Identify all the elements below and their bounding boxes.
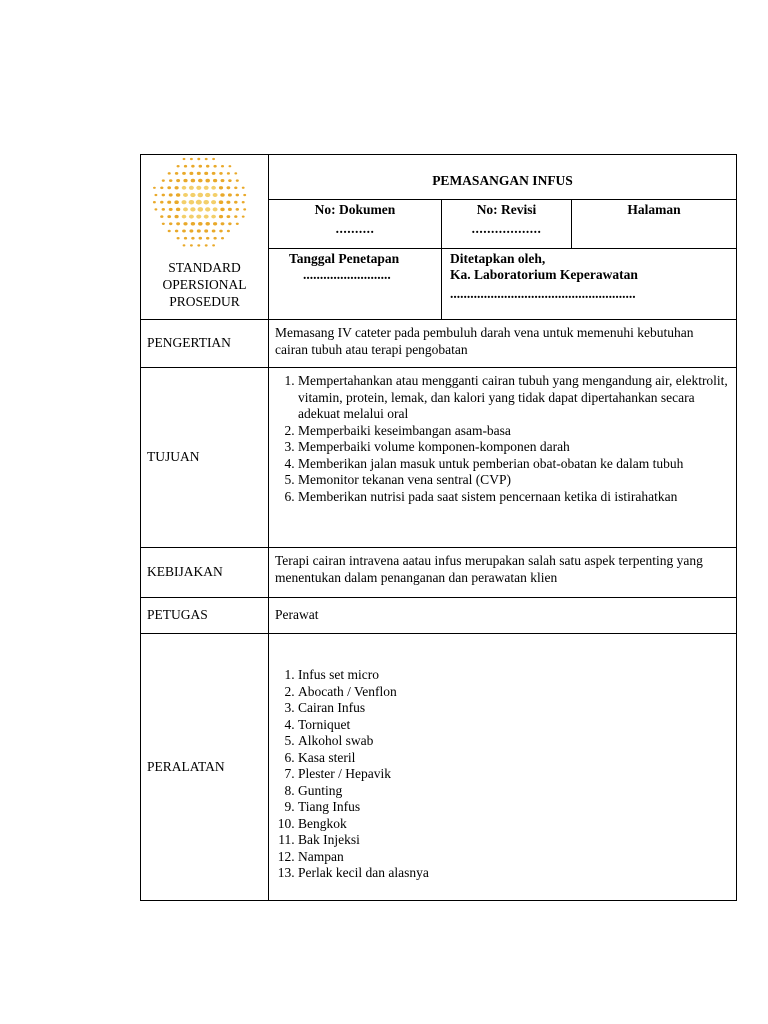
- logo-dot: [169, 179, 172, 182]
- logo-dot: [220, 193, 224, 197]
- logo-dot: [243, 208, 246, 210]
- logo-dot: [204, 172, 208, 175]
- logo-dot: [162, 179, 165, 181]
- logo-dot: [183, 207, 188, 211]
- sop-table: [140, 154, 737, 901]
- logo-dot: [199, 165, 202, 168]
- logo-dot: [191, 237, 194, 240]
- logo-dot: [229, 165, 232, 167]
- dotted-globe-logo-icon: [145, 156, 253, 248]
- logo-dot: [228, 179, 231, 182]
- logo-dot: [181, 200, 186, 204]
- ditetapkan-signature-dots: .......................................................: [450, 285, 636, 301]
- logo-dot: [212, 229, 216, 232]
- logo-dot: [182, 229, 186, 232]
- logo-dot: [174, 200, 178, 204]
- halaman-cell: [572, 200, 737, 248]
- logo-dot: [198, 207, 204, 211]
- logo-dot: [189, 186, 194, 190]
- peralatan-list: [275, 667, 728, 882]
- logo-dot: [162, 194, 165, 197]
- logo-dot: [227, 186, 231, 189]
- institution-logo: [141, 155, 268, 247]
- list-item: 6. Memberikan nutrisi pada saat sistem pencernaan ketika di istirahatkan: [298, 489, 728, 506]
- ditetapkan-line: Ditetapkan oleh,: [450, 250, 546, 266]
- logo-dot: [228, 208, 232, 211]
- no-dokumen-value: ..........: [335, 220, 375, 236]
- tujuan-list: [275, 373, 728, 505]
- logo-dot: [184, 237, 187, 240]
- logo-dot: [183, 244, 186, 246]
- logo-dot: [205, 222, 209, 226]
- list-item: 9. Tiang Infus: [298, 799, 728, 816]
- section-label-tujuan: TUJUAN: [141, 368, 269, 548]
- logo-dot: [212, 172, 216, 175]
- logo-dot: [205, 244, 208, 246]
- sop-label-line: PROSEDUR: [169, 294, 240, 309]
- section-content-tujuan: [269, 368, 737, 548]
- tanggal-penetapan-cell: [269, 248, 442, 319]
- document-title: PEMASANGAN INFUS: [432, 173, 573, 188]
- logo-dot: [160, 215, 163, 218]
- logo-dot: [190, 193, 195, 197]
- logo-dot: [199, 237, 202, 240]
- logo-dot: [153, 201, 156, 203]
- logo-dot: [182, 172, 186, 175]
- logo-dot: [176, 193, 180, 197]
- logo-dot: [154, 194, 157, 196]
- section-content-peralatan: [269, 634, 737, 901]
- list-item: 6. Kasa steril: [298, 750, 728, 767]
- logo-dot: [219, 230, 222, 233]
- logo-dot: [189, 172, 193, 175]
- logo-dot: [236, 223, 239, 225]
- logo-dot: [169, 193, 173, 196]
- logo-dot: [182, 186, 187, 190]
- logo-dot: [242, 215, 245, 217]
- list-item: 2. Memperbaiki keseimbangan asam-basa: [298, 423, 728, 440]
- list-item: 1. Infus set micro: [298, 667, 728, 684]
- logo-dot: [167, 186, 171, 189]
- logo-dot: [162, 208, 165, 211]
- logo-dot: [177, 237, 180, 239]
- list-item: 4. Memberikan jalan masuk untuk pemberian obat-obatan ke dalam tubuh: [298, 456, 728, 473]
- list-item: 2. Abocath / Venflon: [298, 684, 728, 701]
- section-label-peralatan: PERALATAN: [141, 634, 269, 901]
- logo-dot: [211, 186, 216, 190]
- logo-dot: [203, 200, 209, 205]
- logo-dot: [236, 208, 239, 211]
- sop-label-line: OPERSIONAL: [162, 277, 247, 292]
- document-title-cell: [269, 155, 737, 200]
- logo-dot: [196, 186, 201, 190]
- logo-dot: [183, 158, 186, 160]
- logo-dot: [169, 208, 173, 211]
- logo-dot: [227, 215, 231, 218]
- logo-dot: [191, 179, 195, 183]
- logo-dot: [219, 186, 223, 189]
- logo-dot: [219, 172, 222, 175]
- list-item: 3. Memperbaiki volume komponen-komponen darah: [298, 439, 728, 456]
- logo-dot: [205, 158, 208, 160]
- logo-dot: [221, 222, 225, 225]
- logo-dot: [205, 193, 210, 197]
- logo-dot: [191, 165, 194, 168]
- list-item: 1. Mempertahankan atau mengganti cairan tubuh yang mengandung air, elektrolit, vitamin, protein, lemak, dan kalori yang tidak dapat dipertahankan secara adekuat melalui oral: [298, 373, 728, 423]
- logo-dot: [196, 200, 202, 205]
- logo-dot: [176, 208, 180, 212]
- logo-dot: [212, 158, 215, 160]
- logo-dot: [189, 215, 194, 219]
- section-label-pengertian: PENGERTIAN: [141, 320, 269, 368]
- logo-dot: [160, 201, 163, 204]
- list-item: 5. Memonitor tekanan vena sentral (CVP): [298, 472, 728, 489]
- logo-dot: [190, 244, 193, 246]
- logo-dot: [243, 194, 246, 196]
- logo-dot: [160, 186, 163, 189]
- logo-dot: [198, 222, 203, 226]
- logo-dot: [191, 222, 195, 226]
- logo-dot: [213, 207, 218, 211]
- logo-dot: [242, 201, 245, 203]
- no-dokumen-label: No: Dokumen: [314, 202, 396, 218]
- no-revisi-value: ..................: [471, 220, 542, 236]
- logo-dot: [197, 229, 201, 232]
- logo-dot: [198, 179, 203, 183]
- logo-dot: [211, 200, 216, 204]
- logo-dot: [220, 208, 224, 212]
- logo-dot: [228, 222, 231, 225]
- sop-label: [141, 259, 268, 310]
- logo-dot: [206, 237, 209, 240]
- logo-dot: [176, 179, 180, 182]
- logo-dot: [213, 179, 217, 182]
- logo-dot: [184, 165, 187, 168]
- logo-dot: [226, 201, 230, 204]
- logo-dot: [196, 215, 201, 219]
- logo-dot: [227, 172, 230, 175]
- section-content-kebijakan: Terapi cairan intravena aatau infus merupakan salah satu aspek terpenting yang menentukan dalam penanganan dan perawatan klien: [269, 548, 737, 598]
- list-item: 7. Plester / Hepavik: [298, 766, 728, 783]
- logo-dot: [190, 207, 195, 211]
- logo-dot: [205, 179, 209, 183]
- logo-dot: [242, 187, 245, 189]
- list-item: 5. Alkohol swab: [298, 733, 728, 750]
- logo-dot: [228, 193, 232, 196]
- logo-dot: [183, 179, 187, 182]
- section-label-petugas: PETUGAS: [141, 598, 269, 634]
- section-content-petugas: Perawat: [269, 598, 737, 634]
- logo-dot: [213, 237, 216, 240]
- logo-dot: [227, 230, 230, 233]
- sop-label-line: STANDARD: [168, 260, 241, 275]
- logo-dot: [175, 215, 179, 218]
- logo-dot: [175, 230, 178, 233]
- logo-dot: [168, 172, 171, 175]
- logo-dot: [189, 200, 195, 204]
- list-item: 3. Cairan Infus: [298, 700, 728, 717]
- logo-dot: [221, 237, 224, 239]
- logo-dot: [204, 215, 209, 219]
- logo-dot: [206, 165, 209, 168]
- logo-dot: [197, 172, 201, 175]
- list-item: 8. Gunting: [298, 783, 728, 800]
- logo-dot: [204, 229, 208, 232]
- ditetapkan-line: Ka. Laboratorium Keperawatan: [450, 267, 638, 283]
- tanggal-penetapan-value: ..........................: [303, 267, 391, 283]
- section-label-kebijakan: KEBIJAKAN: [141, 548, 269, 598]
- section-content-pengertian: Memasang IV cateter pada pembuluh darah vena untuk memenuhi kebutuhan cairan tubuh atau terapi pengobatan: [269, 320, 737, 368]
- logo-dot: [175, 172, 178, 175]
- list-item: 4. Torniquet: [298, 717, 728, 734]
- logo-dot: [211, 215, 216, 219]
- logo-dot: [234, 186, 237, 189]
- logo-dot: [213, 193, 218, 197]
- logo-dot: [219, 215, 223, 218]
- logo-dot: [182, 215, 187, 219]
- logo-dot: [197, 244, 200, 246]
- logo-dot: [221, 165, 224, 167]
- logo-dot: [234, 172, 237, 174]
- logo-dot: [183, 193, 188, 197]
- logo-dot: [176, 222, 180, 225]
- list-item: 13. Perlak kecil dan alasnya: [298, 865, 728, 882]
- tanggal-penetapan-label: Tanggal Penetapan: [289, 250, 400, 266]
- no-dokumen-cell: [269, 200, 442, 248]
- logo-dot: [236, 194, 239, 197]
- no-revisi-cell: [442, 200, 572, 248]
- logo-dot: [167, 215, 171, 218]
- logo-dot: [234, 215, 237, 218]
- logo-dot: [177, 165, 180, 167]
- list-item: 12. Nampan: [298, 849, 728, 866]
- logo-dot: [236, 179, 239, 181]
- logo-dot: [198, 193, 204, 198]
- logo-dot: [212, 244, 215, 246]
- list-item: 10. Bengkok: [298, 816, 728, 833]
- logo-dot: [189, 229, 193, 232]
- logo-dot: [175, 186, 179, 189]
- list-item: 11. Bak Injeksi: [298, 832, 728, 849]
- ditetapkan-cell: [442, 248, 737, 319]
- logo-dot: [162, 223, 165, 225]
- logo-dot: [153, 187, 156, 189]
- logo-dot: [168, 230, 171, 233]
- logo-dot: [221, 179, 225, 182]
- logo-dot: [169, 222, 172, 225]
- no-revisi-label: No: Revisi: [476, 202, 537, 218]
- logo-dot: [204, 186, 209, 190]
- logo-dot: [183, 222, 187, 225]
- logo-dot: [213, 165, 216, 168]
- logo-dot: [213, 222, 217, 225]
- logo-dot: [190, 158, 193, 160]
- logo-dot: [154, 208, 157, 210]
- logo-dot: [197, 158, 200, 160]
- logo-cell: [141, 155, 269, 320]
- logo-dot: [219, 200, 224, 204]
- logo-dot: [167, 201, 171, 204]
- logo-dot: [205, 207, 210, 211]
- halaman-label: Halaman: [627, 202, 681, 218]
- logo-dot: [234, 201, 237, 204]
